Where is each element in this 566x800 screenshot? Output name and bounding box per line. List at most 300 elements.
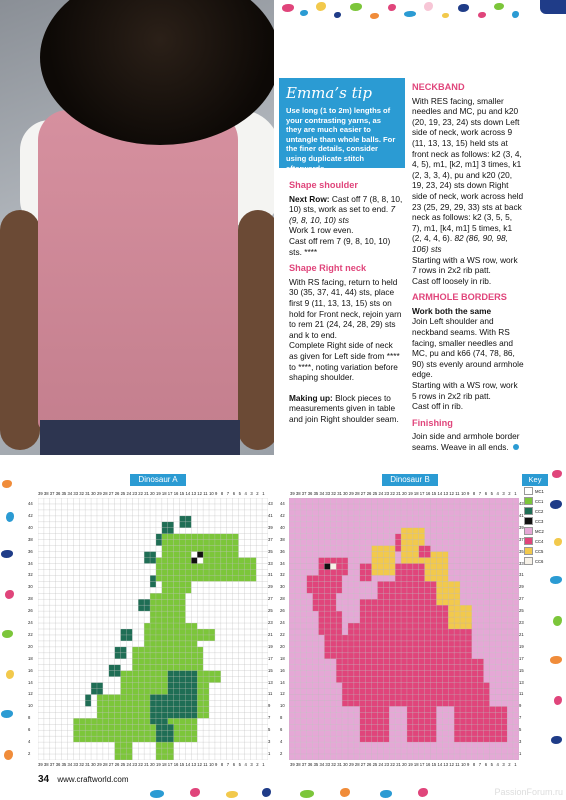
row-number: 3 xyxy=(519,739,522,744)
heading-neckband: NECKBAND xyxy=(412,82,465,92)
row-number: 9 xyxy=(268,703,271,709)
row-number: 39 xyxy=(519,524,524,530)
key-code: MC1 xyxy=(535,488,544,494)
heading-shape-shoulder: Shape shoulder xyxy=(289,180,358,190)
column-number: 15 xyxy=(179,762,185,767)
column-number: 32 xyxy=(331,762,336,767)
column-number: 26 xyxy=(114,762,120,767)
column-number: 25 xyxy=(120,762,126,767)
key-swatch xyxy=(524,537,533,545)
key-swatch xyxy=(524,527,533,535)
column-number: 38 xyxy=(43,762,49,767)
column-number: 36 xyxy=(55,762,61,767)
row-number: 25 xyxy=(519,608,524,614)
column-number: 29 xyxy=(97,762,102,767)
row-number: 35 xyxy=(268,548,273,554)
column-number: 17 xyxy=(167,491,173,496)
row-number: 26 xyxy=(28,608,33,614)
column-number: 11 xyxy=(203,762,208,767)
row-number: 16 xyxy=(280,667,285,673)
row-number: 10 xyxy=(28,703,33,709)
row-number: 14 xyxy=(280,679,285,685)
column-number: 3 xyxy=(250,491,253,496)
column-number: 20 xyxy=(150,491,155,496)
row-number: 21 xyxy=(268,631,273,637)
column-number: 2 xyxy=(508,491,511,496)
row-number: 34 xyxy=(28,560,33,566)
row-number: 26 xyxy=(280,608,285,614)
key-code: CC1 xyxy=(535,498,544,504)
column-number: 30 xyxy=(343,762,348,767)
row-number: 10 xyxy=(280,703,285,709)
column-number: 7 xyxy=(226,491,230,496)
column-number: 11 xyxy=(455,762,460,767)
column-number: 18 xyxy=(413,762,419,767)
column-number: 27 xyxy=(360,762,366,767)
column-number: 30 xyxy=(343,491,348,496)
key-swatch xyxy=(524,547,533,555)
row-number: 42 xyxy=(28,512,33,518)
column-number: 32 xyxy=(331,491,336,496)
column-number: 8 xyxy=(472,491,476,496)
tip-title: Emma’s tip xyxy=(286,84,373,102)
row-number: 1 xyxy=(268,750,271,756)
row-number: 13 xyxy=(268,679,273,685)
row-number: 7 xyxy=(519,715,522,721)
column-number: 5 xyxy=(238,491,241,496)
pink-knitted-vest xyxy=(38,110,238,430)
colour-key xyxy=(522,474,548,578)
column-number: 19 xyxy=(156,762,161,767)
column-number: 3 xyxy=(502,762,505,767)
column-number: 14 xyxy=(437,762,443,767)
heading-finishing: Finishing xyxy=(412,417,453,428)
column-number: 18 xyxy=(413,491,419,496)
column-number: 23 xyxy=(132,762,138,767)
column-number: 39 xyxy=(290,762,295,767)
column-number: 26 xyxy=(114,491,120,496)
column-number: 10 xyxy=(209,491,214,496)
row-number: 6 xyxy=(28,727,31,733)
column-number: 7 xyxy=(478,491,482,496)
column-number: 12 xyxy=(449,491,454,496)
column-number: 14 xyxy=(437,491,443,496)
column-number: 35 xyxy=(61,491,67,496)
column-number: 7 xyxy=(478,762,482,767)
key-item xyxy=(524,536,548,546)
column-number: 18 xyxy=(161,762,167,767)
column-number: 39 xyxy=(38,762,43,767)
column-number: 14 xyxy=(185,491,191,496)
column-number: 18 xyxy=(161,491,167,496)
row-number: 7 xyxy=(268,715,271,721)
column-number: 14 xyxy=(185,762,191,767)
row-number: 33 xyxy=(268,560,273,566)
neckband-p1: With RES facing, smaller needles and MC, pu and k20 (20, 19, 23, 24) sts down Left side of neck, work across 9 (11, 13, 13, 15) held sts at front neck as follows: k2 (3, 4, 4, 5), m1, [k2, m1] 3 times, k1 (2, 3, 3, 4), pu and k20 (20, 19, 23, 24) sts down Right side of neck, work across held 23 (25, 29, 29, 33) sts at back neck as follows: k2 (3, 5, 5, 7), m1, [k4, m1] 5 times, k1 (2, 4, 4, 6). 82 (86, 90, 98, 106) sts xyxy=(412,95,524,254)
column-number: 37 xyxy=(49,762,55,767)
column-number: 27 xyxy=(108,491,114,496)
row-number: 21 xyxy=(519,631,524,637)
column-number: 31 xyxy=(85,762,90,767)
row-number: 5 xyxy=(268,727,271,733)
column-number: 32 xyxy=(79,762,84,767)
key-swatch xyxy=(524,487,533,495)
row-number: 27 xyxy=(519,596,524,602)
key-code: CC3 xyxy=(535,518,544,524)
chart-a-row-numbers xyxy=(268,498,278,760)
chart-a-row-numbers-left xyxy=(28,498,38,760)
column-number: 28 xyxy=(354,762,360,767)
site-url: www.craftworld.com xyxy=(57,775,129,784)
column-number: 29 xyxy=(97,491,102,496)
column-number: 4 xyxy=(244,491,247,496)
row-number: 11 xyxy=(519,691,524,697)
column-number: 21 xyxy=(396,762,401,767)
column-number: 28 xyxy=(102,762,108,767)
column-number: 10 xyxy=(461,762,466,767)
column-number: 5 xyxy=(490,762,493,767)
row-number: 15 xyxy=(268,667,273,673)
column-number: 17 xyxy=(167,762,173,767)
row-number: 19 xyxy=(268,643,273,649)
column-number: 31 xyxy=(337,491,342,496)
column-number: 13 xyxy=(443,762,449,767)
row-number: 12 xyxy=(280,691,285,697)
row-number: 25 xyxy=(268,608,273,614)
row-number: 2 xyxy=(28,750,31,756)
row-number: 4 xyxy=(280,739,283,744)
column-number: 37 xyxy=(301,491,307,496)
column-number: 13 xyxy=(191,762,197,767)
row-number: 43 xyxy=(519,501,524,506)
confetti-bottom-border xyxy=(0,786,566,800)
column-number: 22 xyxy=(138,762,143,767)
row-number: 17 xyxy=(519,655,524,661)
row-number: 40 xyxy=(28,524,33,530)
row-number: 38 xyxy=(28,536,33,542)
row-number: 12 xyxy=(28,691,33,697)
key-item xyxy=(524,506,548,516)
key-swatch xyxy=(524,497,533,505)
row-number: 23 xyxy=(268,620,273,625)
row-number: 15 xyxy=(519,667,524,673)
row-number: 29 xyxy=(519,584,524,590)
column-number: 15 xyxy=(179,491,185,496)
row-number: 41 xyxy=(519,512,524,518)
column-number: 24 xyxy=(126,762,132,767)
row-number: 42 xyxy=(280,512,285,518)
column-number: 36 xyxy=(55,491,61,496)
column-number: 13 xyxy=(443,491,449,496)
column-number: 25 xyxy=(120,491,126,496)
column-number: 16 xyxy=(425,762,431,767)
column-number: 7 xyxy=(226,762,230,767)
column-number: 29 xyxy=(349,762,354,767)
column-number: 28 xyxy=(102,491,108,496)
row-number: 30 xyxy=(280,584,285,590)
column-number: 38 xyxy=(43,491,49,496)
row-number: 13 xyxy=(519,679,524,685)
column-number: 9 xyxy=(467,762,470,767)
column-number: 31 xyxy=(85,491,90,496)
row-number: 27 xyxy=(268,596,273,602)
column-number: 23 xyxy=(384,491,390,496)
key-code: CC2 xyxy=(535,508,544,514)
row-number: 44 xyxy=(280,501,285,506)
armhole-p1: Join Left shoulder and neckband seams. With RS facing, smaller needles and MC, pu and k66 (74, 78, 86, 90) sts evenly around armhole edge. xyxy=(412,316,524,380)
shape-right-neck-p2: Complete Right side of neck as given for Left side from **** to ****, noting variation before shaping shoulder. xyxy=(289,340,400,383)
column-number: 34 xyxy=(67,491,73,496)
column-number: 38 xyxy=(295,762,301,767)
column-number: 2 xyxy=(256,762,259,767)
column-number: 37 xyxy=(49,491,55,496)
row-number: 32 xyxy=(28,572,33,578)
row-number: 29 xyxy=(268,584,273,590)
row-number: 14 xyxy=(28,679,33,685)
row-number: 3 xyxy=(268,739,271,744)
column-number: 32 xyxy=(79,491,84,496)
row-number: 24 xyxy=(280,620,285,625)
making-up: Making up: Block pieces to measurements given in table and join Right shoulder seam. xyxy=(289,392,399,424)
column-number: 35 xyxy=(313,762,319,767)
column-number: 31 xyxy=(337,762,342,767)
row-number: 17 xyxy=(268,655,273,661)
model-photo xyxy=(0,0,274,455)
column-number: 19 xyxy=(408,762,413,767)
key-item xyxy=(524,556,548,566)
column-number: 6 xyxy=(232,762,236,767)
column-number: 26 xyxy=(366,491,372,496)
key-code: MC2 xyxy=(535,528,544,534)
heading-armhole-borders: ARMHOLE BORDERS xyxy=(412,292,507,303)
row-number: 28 xyxy=(28,596,33,602)
column-number: 11 xyxy=(455,491,460,496)
row-number: 8 xyxy=(280,715,283,721)
armhole-p3: Cast off in rib. xyxy=(412,401,464,412)
row-number: 20 xyxy=(280,643,285,649)
row-number: 22 xyxy=(280,631,285,637)
column-number: 23 xyxy=(384,762,390,767)
column-number: 1 xyxy=(262,491,265,496)
key-item xyxy=(524,526,548,536)
finishing-text: Join side and armhole border seams. Weave in all ends. xyxy=(412,431,520,452)
column-number: 22 xyxy=(138,491,143,496)
column-number: 22 xyxy=(390,491,395,496)
column-number: 4 xyxy=(496,762,499,767)
column-number: 12 xyxy=(197,762,202,767)
key-item xyxy=(524,486,548,496)
column-number: 25 xyxy=(372,491,378,496)
column-number: 8 xyxy=(220,762,224,767)
row-number: 20 xyxy=(28,643,33,649)
column-number: 30 xyxy=(91,491,96,496)
column-number: 21 xyxy=(144,491,149,496)
column-number: 36 xyxy=(307,762,313,767)
column-number: 13 xyxy=(191,491,197,496)
column-number: 16 xyxy=(425,491,431,496)
column-number: 10 xyxy=(209,762,214,767)
row-number: 36 xyxy=(280,548,285,554)
row-number: 33 xyxy=(519,560,524,566)
column-number: 9 xyxy=(215,762,218,767)
neckband-p3: Cast off loosely in rib. xyxy=(412,275,492,286)
column-number: 35 xyxy=(61,762,67,767)
confetti-left-border xyxy=(0,460,20,780)
page-footer xyxy=(38,774,128,785)
column-number: 6 xyxy=(484,762,488,767)
key-item xyxy=(524,516,548,526)
column-number: 26 xyxy=(366,762,372,767)
column-number: 23 xyxy=(132,491,138,496)
pattern-column-right xyxy=(412,82,524,453)
column-number: 36 xyxy=(307,491,313,496)
column-number: 35 xyxy=(313,491,319,496)
row-number: 38 xyxy=(280,536,285,542)
key-code: CC4 xyxy=(535,538,544,544)
column-number: 10 xyxy=(461,491,466,496)
column-number: 2 xyxy=(256,491,259,496)
confetti-right-border xyxy=(548,460,566,780)
tip-box xyxy=(279,78,405,173)
key-swatch xyxy=(524,517,533,525)
column-number: 27 xyxy=(108,762,114,767)
column-number: 3 xyxy=(502,491,505,496)
row-number: 16 xyxy=(28,667,33,673)
row-number: 19 xyxy=(519,643,524,649)
column-number: 20 xyxy=(402,762,407,767)
row-number: 9 xyxy=(519,703,522,709)
shape-shoulder-line3: Cast off rem 7 (9, 8, 10, 10) sts. **** xyxy=(289,235,391,257)
column-number: 2 xyxy=(508,762,511,767)
row-number: 37 xyxy=(519,536,524,542)
chart-a-title: Dinosaur A xyxy=(130,474,186,486)
column-number: 6 xyxy=(484,491,488,496)
column-number: 12 xyxy=(449,762,454,767)
column-number: 34 xyxy=(319,491,325,496)
column-number: 33 xyxy=(73,491,79,496)
column-number: 6 xyxy=(232,491,236,496)
column-number: 9 xyxy=(467,491,470,496)
column-number: 33 xyxy=(325,491,331,496)
column-number: 9 xyxy=(215,491,218,496)
key-swatch xyxy=(524,507,533,515)
row-number: 23 xyxy=(519,620,524,625)
column-number: 21 xyxy=(396,491,401,496)
row-number: 39 xyxy=(268,524,273,530)
end-bullet-icon xyxy=(513,444,519,450)
row-number: 22 xyxy=(28,631,33,637)
watermark: PassionForum.ru xyxy=(494,787,563,797)
column-number: 24 xyxy=(126,491,132,496)
row-number: 30 xyxy=(28,584,33,590)
column-number: 11 xyxy=(203,491,208,496)
column-number: 27 xyxy=(360,491,366,496)
column-number: 17 xyxy=(419,491,425,496)
column-number: 30 xyxy=(91,762,96,767)
row-number: 24 xyxy=(28,620,33,625)
column-number: 19 xyxy=(156,491,161,496)
column-number: 5 xyxy=(238,762,241,767)
chart-b-title: Dinosaur B xyxy=(382,474,438,486)
row-number: 44 xyxy=(28,501,33,506)
key-item xyxy=(524,546,548,556)
column-number: 5 xyxy=(490,491,493,496)
row-number: 35 xyxy=(519,548,524,554)
row-number: 11 xyxy=(268,691,273,697)
row-number: 36 xyxy=(28,548,33,554)
row-number: 28 xyxy=(280,596,285,602)
column-number: 33 xyxy=(73,762,79,767)
shape-shoulder-row: Next Row: Cast off 7 (8, 8, 10, 10) sts, work as set to end. 7 (9, 8, 10, 10) sts xyxy=(289,193,403,225)
column-number: 8 xyxy=(220,491,224,496)
row-number: 34 xyxy=(280,560,285,566)
column-number: 22 xyxy=(390,762,395,767)
column-number: 39 xyxy=(38,491,43,496)
row-number: 32 xyxy=(280,572,285,578)
column-number: 16 xyxy=(173,491,179,496)
column-number: 37 xyxy=(301,762,307,767)
armhole-sub: Work both the same xyxy=(412,305,492,316)
column-number: 33 xyxy=(325,762,331,767)
column-number: 15 xyxy=(431,762,437,767)
heading-shape-right-neck: Shape Right neck xyxy=(289,263,367,274)
key-swatch xyxy=(524,557,533,565)
column-number: 1 xyxy=(514,762,517,767)
column-number: 16 xyxy=(173,762,179,767)
column-number: 20 xyxy=(150,762,155,767)
column-number: 4 xyxy=(496,491,499,496)
column-number: 17 xyxy=(419,762,425,767)
column-number: 29 xyxy=(349,491,354,496)
column-number: 28 xyxy=(354,491,360,496)
key-code: CC5 xyxy=(535,548,544,554)
column-number: 1 xyxy=(514,491,517,496)
key-item xyxy=(524,496,548,506)
column-number: 24 xyxy=(378,762,384,767)
armhole-p2: Starting with a WS row, work 5 rows in 2x2 rib patt. xyxy=(412,380,518,401)
row-number: 5 xyxy=(519,727,522,733)
row-number: 31 xyxy=(268,572,273,578)
column-number: 20 xyxy=(402,491,407,496)
column-number: 8 xyxy=(472,762,476,767)
column-number: 21 xyxy=(144,762,149,767)
pattern-column-left xyxy=(289,174,403,424)
column-number: 39 xyxy=(290,491,295,496)
row-number: 8 xyxy=(28,715,31,721)
column-number: 25 xyxy=(372,762,378,767)
row-number: 2 xyxy=(280,750,283,756)
neckband-p2: Starting with a WS row, work 7 rows in 2x2 rib patt. xyxy=(412,254,518,276)
row-number: 4 xyxy=(28,739,31,744)
column-number: 1 xyxy=(262,762,265,767)
row-number: 37 xyxy=(268,536,273,542)
shape-right-neck-p1: With RS facing, return to held 30 (35, 37, 41, 44) sts, place first 9 (11, 13, 13, 15) sts on hold for Front neck, rejoin yarn to rem 21 (24, 24, 28, 29) sts and k to end. xyxy=(289,276,402,340)
column-number: 4 xyxy=(244,762,247,767)
column-number: 34 xyxy=(319,762,325,767)
row-number: 31 xyxy=(519,572,524,578)
row-number: 6 xyxy=(280,727,283,733)
shape-shoulder-line2: Work 1 row even. xyxy=(289,225,354,236)
tip-body: Use long (1 to 2m) lengths of your contrasting yarns, as they are much easier to untangle than whole balls. For the finer details, consider using duplicate stitch afterwards xyxy=(286,106,396,173)
row-number: 40 xyxy=(280,524,285,530)
row-number: 41 xyxy=(268,512,273,518)
row-number: 43 xyxy=(268,501,273,506)
column-number: 3 xyxy=(250,762,253,767)
column-number: 19 xyxy=(408,491,413,496)
row-number: 18 xyxy=(280,655,285,661)
column-number: 38 xyxy=(295,491,301,496)
row-number: 18 xyxy=(28,655,33,661)
